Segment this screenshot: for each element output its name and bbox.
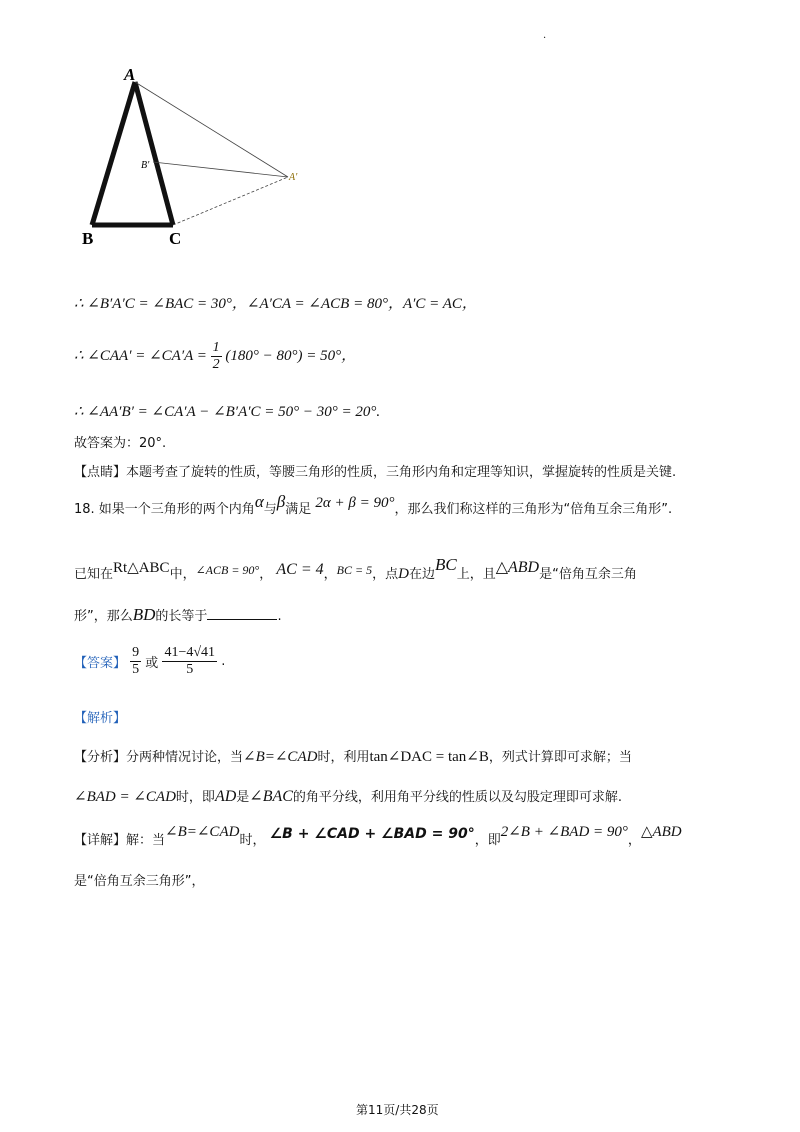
label-A: A	[124, 65, 136, 84]
page-dot: .	[543, 30, 547, 41]
answer-line	[74, 645, 225, 678]
detail-line-2: 是“倍角互余三角形”，	[74, 874, 205, 889]
problem-18-line-2	[74, 555, 637, 583]
fx2-c: 的角平分线，利用角平分线的性质以及勾股定理即可求解.	[292, 790, 623, 805]
p18-l2-g: 上，且	[456, 567, 496, 582]
xj-b: 时，	[239, 833, 266, 848]
answer-end: .	[221, 654, 226, 669]
p18-l3-a: 形”，那么	[74, 609, 133, 624]
p18-text-b: 与	[263, 502, 277, 517]
fx1-eq1: ∠B=∠CAD	[243, 749, 318, 765]
fx1-b: 时，利用	[317, 750, 370, 765]
fraction-half-num: 1	[212, 340, 220, 355]
fx2-a: 时，即	[175, 790, 215, 805]
solution-line-2	[74, 340, 356, 373]
alpha-symbol: α	[254, 492, 264, 511]
xj-eq1: ∠B=∠CAD	[165, 824, 240, 840]
fx2-ad: AD	[214, 788, 237, 805]
beta-symbol: β	[276, 492, 286, 511]
answer-label: 【答案】	[74, 656, 127, 671]
label-A-prime: A'	[289, 172, 298, 183]
solution-line-1: ∴ ∠B′A′C = ∠BAC = 30°，∠A′CA = ∠ACB = 80°，A′C = AC，	[74, 296, 477, 312]
page-footer: 第11页/共28页	[356, 1103, 439, 1117]
problem-18-line-1	[74, 492, 672, 517]
solution-line-2-pre: ∴ ∠CAA′ = ∠CA′A =	[74, 347, 207, 364]
analysis-line-1	[74, 746, 632, 766]
fx2-eq: ∠BAD = ∠CAD	[74, 789, 176, 805]
label-B: B	[82, 229, 94, 248]
p18-l2-d: ，	[323, 567, 337, 582]
p18-l2-a: 已知在	[74, 567, 114, 582]
p18-text-a: 18. 如果一个三角形的两个内角	[74, 502, 255, 517]
p18-l2-e: ，点	[372, 567, 399, 582]
fx1-a: 【分析】分两种情况讨论，当	[74, 750, 244, 765]
comment-paragraph: 【点睛】本题考查了旋转的性质，等腰三角形的性质，三角形内角和定理等知识，掌握旋转的性质是关键.	[74, 465, 677, 480]
label-C: C	[169, 229, 182, 248]
analysis-line-2	[74, 786, 622, 806]
point-d: D	[398, 566, 409, 582]
side-bc: BC	[434, 555, 457, 574]
answer-frac2-den: 5	[186, 662, 194, 677]
answer-frac1-num: 9	[132, 645, 140, 660]
p18-text-c: 满足	[285, 502, 312, 517]
segment-CA-prime	[173, 177, 288, 225]
segment-bd: BD	[132, 605, 156, 624]
answer-fraction-1	[130, 645, 141, 678]
side-AC	[135, 82, 173, 225]
ac-value: AC = 4	[276, 561, 324, 578]
detail-line-1	[74, 822, 682, 848]
xj-eq2: ∠B + ∠CAD + ∠BAD = 90°	[269, 826, 475, 842]
answer-frac2-num: 41−4√41	[164, 645, 216, 660]
xj-c: ，即	[474, 833, 501, 848]
side-AB	[92, 82, 135, 225]
p18-l2-f: 在边	[408, 567, 435, 582]
rotation-figure	[80, 60, 320, 250]
xj-abd: △ABD	[640, 824, 682, 840]
xj-a: 【详解】解：当	[74, 833, 166, 848]
triangle-abd: △ABD	[495, 559, 540, 576]
answer-blank	[207, 607, 277, 620]
p18-l2-c: ，	[259, 567, 273, 582]
fraction-half-den: 2	[212, 357, 220, 372]
condition-equation: 2α + β = 90°	[315, 495, 395, 511]
answer-fraction-2	[162, 645, 217, 678]
label-B-prime: B'	[141, 160, 150, 171]
p18-l3-b: 的长等于	[155, 609, 208, 624]
answer-or: 或	[145, 656, 159, 671]
solution-line-3: ∴ ∠AA′B′ = ∠CA′A − ∠B′A′C = 50° − 30° = 20°.	[74, 404, 381, 420]
fx2-b: 是	[236, 790, 250, 805]
solution-line-2-post: (180° − 80°) = 50°，	[225, 347, 357, 364]
rt-triangle: Rt△ABC	[113, 560, 170, 576]
xj-eq3: 2∠B + ∠BAD = 90°	[500, 824, 628, 840]
xj-d: ，	[627, 833, 641, 848]
analysis-label: 【解析】	[74, 711, 127, 726]
p18-text-d: ，那么我们称这样的三角形为“倍角互余三角形”.	[394, 502, 673, 517]
p18-l3-c: .	[277, 609, 282, 624]
problem-18-line-3	[74, 605, 282, 625]
fraction-half	[211, 340, 222, 373]
p18-l2-b: 中，	[169, 567, 196, 582]
fx1-c: ，列式计算即可求解；当	[488, 750, 632, 765]
fx2-bac: ∠BAC	[249, 788, 293, 805]
fx1-eq2: tan∠DAC = tan∠B	[369, 749, 489, 765]
p18-l2-h: 是“倍角互余三角	[539, 567, 637, 582]
answer-statement: 故答案为：20°.	[74, 436, 167, 451]
bc-value: BC = 5	[336, 563, 373, 577]
answer-frac1-den: 5	[132, 662, 140, 677]
angle-acb: ∠ACB = 90°	[195, 563, 260, 577]
